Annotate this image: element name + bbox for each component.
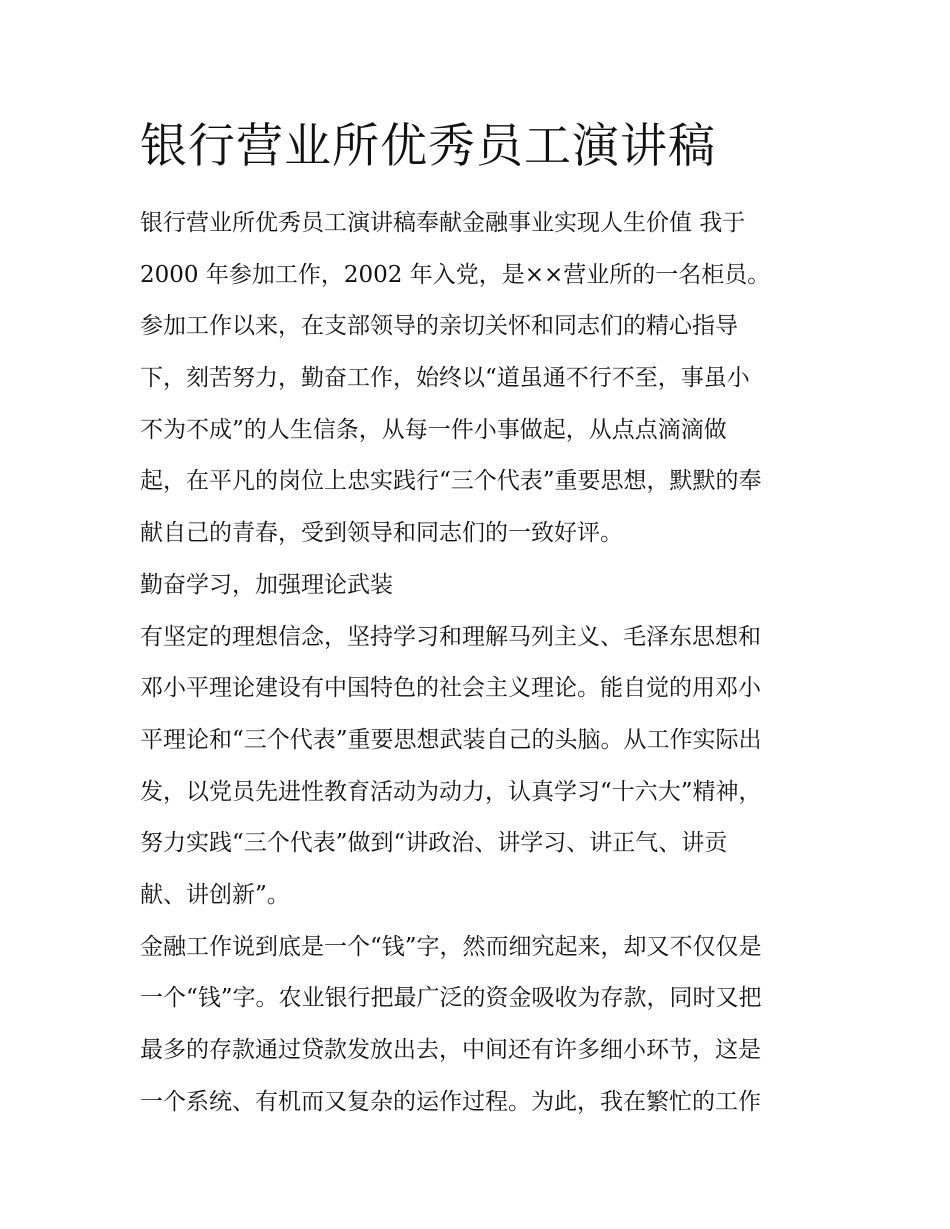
text-line: 最多的存款通过贷款发放出去，中间还有许多细小环节，这是 bbox=[140, 1037, 761, 1063]
text-line: 不为不成”的人生信条，从每一件小事做起，从点点滴滴做 bbox=[140, 416, 727, 443]
text-line: 有坚定的理想信念，坚持学习和理解马列主义、毛泽东思想和 bbox=[140, 623, 761, 650]
text-line: 邓小平理论建设有中国特色的社会主义理论。能自觉的用邓小 bbox=[140, 675, 761, 702]
text-line: 努力实践“三个代表”做到“讲政治、讲学习、讲正气、讲贡 bbox=[140, 830, 728, 857]
text-line: 献自己的青春，受到领导和同志们的一致好评。 bbox=[140, 520, 623, 547]
text-line: 起，在平凡的岗位上忠实践行“三个代表”重要思想，默默的奉 bbox=[140, 468, 762, 495]
text-line: 一个系统、有机而又复杂的运作过程。为此，我在繁忙的工作 bbox=[140, 1088, 761, 1115]
text-line: 下，刻苦努力，勤奋工作，始终以“道虽通不行不至，事虽小 bbox=[140, 365, 750, 392]
text-line: 一个“钱”字。农业银行把最广泛的资金吸收为存款，同时又把 bbox=[140, 985, 762, 1012]
text-line: 2000 年参加工作，2002 年入党，是××营业所的一名柜员。 bbox=[140, 261, 771, 288]
text-line: 平理论和“三个代表”重要思想武装自己的头脑。从工作实际出 bbox=[140, 726, 762, 753]
text-line: 金融工作说到底是一个“钱”字，然而细究起来，却又不仅仅是 bbox=[140, 933, 762, 960]
text-line: 献、讲创新”。 bbox=[140, 881, 290, 908]
text-line: 发，以党员先进性教育活动为动力，认真学习“十六大”精神， bbox=[140, 778, 762, 805]
text-line: 银行营业所优秀员工演讲稿奉献金融事业实现人生价值 我于 bbox=[140, 210, 746, 236]
text-line: 参加工作以来，在支部领导的亲切关怀和同志们的精心指导 bbox=[140, 313, 738, 340]
document-title: 银行营业所优秀员工演讲稿 bbox=[140, 119, 716, 174]
section-heading: 勤奋学习，加强理论武装 bbox=[140, 571, 393, 598]
document-body bbox=[140, 198, 820, 1128]
